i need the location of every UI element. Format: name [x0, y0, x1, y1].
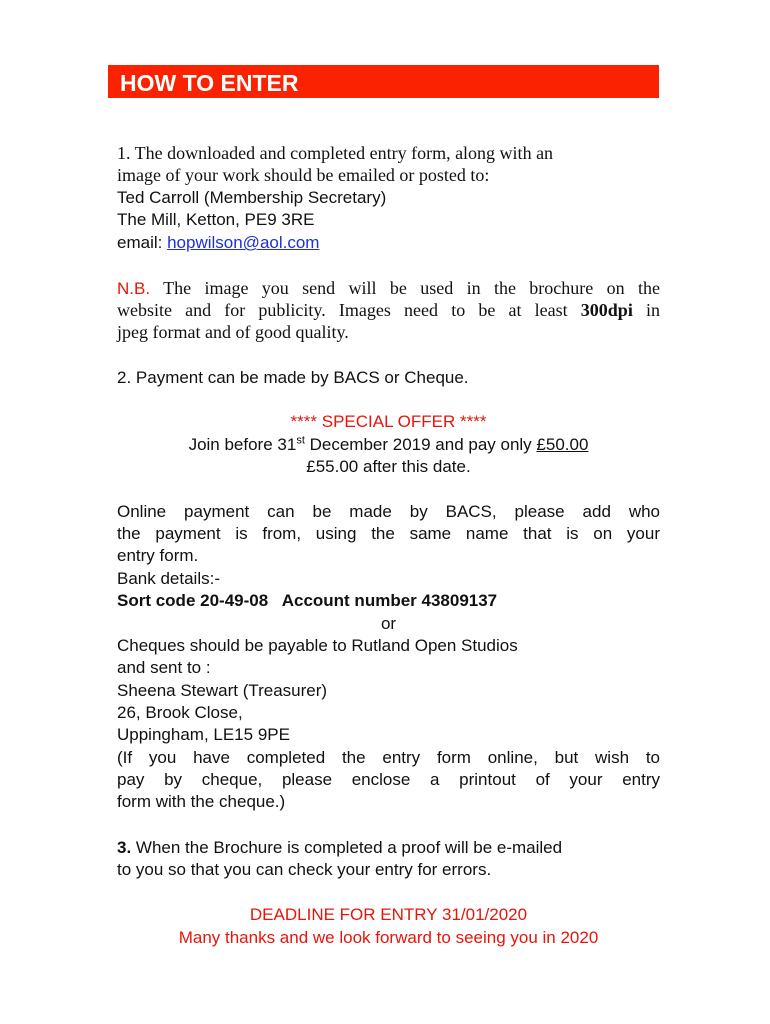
step1-line2: image of your work should be emailed or posted to:: [117, 165, 490, 185]
offer-join-sup: st: [296, 434, 305, 447]
contact-name: Ted Carroll (Membership Secretary): [117, 188, 387, 207]
offer-price: £50.00: [536, 435, 589, 454]
cheque-line1: Cheques should be payable to Rutland Open Studios: [117, 636, 518, 655]
cheque-note: [117, 747, 660, 813]
step3-number: 3.: [117, 838, 132, 857]
online-paragraph: [117, 501, 660, 567]
step2-title: 2. Payment can be made by BACS or Cheque.: [117, 368, 469, 387]
step1-line1: 1. The downloaded and completed entry form, along with an: [117, 143, 554, 163]
email-label: email:: [117, 233, 168, 252]
step3-line1-text: When the Brochure is completed a proof will be e-mailed: [131, 838, 563, 857]
step3-line2: to you so that you can check your entry for errors.: [117, 860, 492, 879]
offer-join-a: Join before 31: [188, 435, 297, 454]
offer-join-line: [117, 434, 660, 456]
contact-address: The Mill, Ketton, PE9 3RE: [117, 210, 315, 229]
bank-label: Bank details:-: [117, 569, 220, 588]
nb-line1-text: The image you send will be used in the brochure on the: [150, 278, 660, 298]
deadline: DEADLINE FOR ENTRY 31/01/2020: [249, 905, 528, 924]
online-line1: Online payment can be made by BACS, please add who: [117, 502, 660, 521]
cheque-note3: form with the cheque.): [117, 792, 286, 811]
treasurer-addr1: 26, Brook Close,: [117, 703, 243, 722]
nb-paragraph: [117, 277, 660, 343]
email-line: [117, 232, 319, 254]
online-line2: the payment is from, using the same name that is on your: [117, 524, 660, 543]
nb-line2-text: website and for publicity. Images need to be at least: [117, 300, 581, 320]
nb-line3: jpeg format and of good quality.: [117, 322, 349, 342]
offer-join-b: December 2019 and pay only: [304, 435, 537, 454]
cheque-note2: pay by cheque, please enclose a printout of your entry: [117, 770, 660, 789]
bank-details: Sort code 20-49-08 Account number 43809137: [117, 591, 498, 610]
online-line3: entry form.: [117, 546, 199, 565]
nb-300dpi: 300dpi: [580, 300, 633, 320]
or-label: or: [380, 614, 397, 633]
treasurer-name: Sheena Stewart (Treasurer): [117, 681, 328, 700]
page-title: HOW TO ENTER: [120, 70, 299, 96]
nb-line2-end: in: [632, 300, 660, 320]
nb-line1: [117, 277, 660, 299]
treasurer-addr2: Uppingham, LE15 9PE: [117, 725, 290, 744]
special-offer-heading: **** SPECIAL OFFER ****: [290, 412, 487, 431]
email-link[interactable]: hopwilson@aol.com: [167, 233, 320, 252]
nb-prefix: N.B.: [117, 279, 151, 298]
cheque-note1: (If you have completed the entry form online, but wish to: [117, 748, 660, 767]
cheque-line2: and sent to :: [117, 658, 211, 677]
nb-line2: [117, 299, 660, 321]
header-bar: [108, 65, 659, 98]
thanks: Many thanks and we look forward to seeing you in 2020: [178, 928, 599, 947]
step3-line1: [117, 837, 562, 859]
offer-after: £55.00 after this date.: [306, 457, 471, 476]
